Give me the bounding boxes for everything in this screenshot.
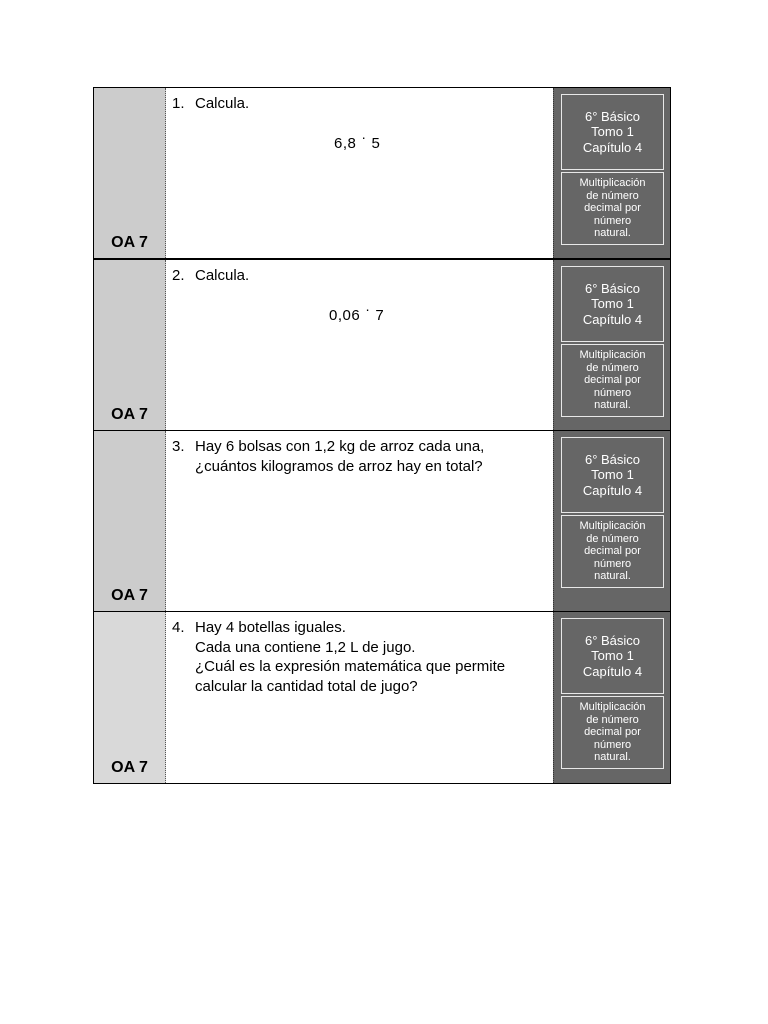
expression-right-operand: 5 xyxy=(371,135,381,152)
curriculum-reference xyxy=(553,431,670,611)
oa-label: OA 7 xyxy=(111,587,148,604)
topic-line: decimal por xyxy=(584,545,641,558)
question-cell xyxy=(166,431,553,611)
question-statement xyxy=(172,266,553,286)
topic-line: de número xyxy=(586,713,639,726)
topic-line: de número xyxy=(586,361,639,374)
topic-line: Multiplicación xyxy=(579,349,646,362)
question-row-1 xyxy=(94,88,670,260)
topic-line: Multiplicación xyxy=(579,701,646,714)
course-chapter: Capítulo 4 xyxy=(582,663,643,679)
question-text-line: Hay 6 bolsas con 1,2 kg de arroz cada una, xyxy=(195,438,485,455)
question-text-line: Calcula. xyxy=(195,267,250,284)
question-row-3 xyxy=(94,431,670,612)
multiplication-dot: · xyxy=(361,129,367,145)
course-grade: 6° Básico xyxy=(584,451,641,467)
course-chapter: Capítulo 4 xyxy=(582,139,643,155)
oa-label: OA 7 xyxy=(111,406,148,423)
curriculum-reference xyxy=(553,88,670,258)
question-text-line: calcular la cantidad total de jugo? xyxy=(195,677,418,695)
oa-cell xyxy=(94,260,166,430)
question-number: 2. xyxy=(172,267,185,284)
topic-line: decimal por xyxy=(584,374,641,387)
expression-right-operand: 7 xyxy=(375,307,385,324)
course-reference-box xyxy=(561,437,664,513)
oa-cell xyxy=(94,431,166,611)
question-number: 4. xyxy=(172,619,185,636)
oa-cell xyxy=(94,612,166,783)
topic-line: natural. xyxy=(594,751,631,764)
course-volume: Tomo 1 xyxy=(591,296,634,312)
topic-box xyxy=(561,344,664,417)
topic-line: número xyxy=(593,557,632,570)
topic-line: de número xyxy=(586,189,639,202)
topic-box xyxy=(561,696,664,769)
question-text-line: ¿cuántos kilogramos de arroz hay en total? xyxy=(195,457,483,475)
question-text-line: Hay 4 botellas iguales. xyxy=(195,619,346,636)
topic-line: natural. xyxy=(594,399,631,412)
topic-line: Multiplicación xyxy=(579,177,646,190)
course-volume: Tomo 1 xyxy=(591,124,634,140)
topic-line: decimal por xyxy=(584,202,641,215)
question-statement xyxy=(172,437,553,476)
course-grade: 6° Básico xyxy=(584,632,641,648)
question-number: 1. xyxy=(172,95,185,112)
question-row-2 xyxy=(94,260,670,431)
topic-line: natural. xyxy=(594,227,631,240)
curriculum-reference xyxy=(553,612,670,783)
topic-line: número xyxy=(593,214,632,227)
question-table xyxy=(93,87,671,784)
question-cell xyxy=(166,612,553,783)
curriculum-reference xyxy=(553,260,670,430)
oa-cell xyxy=(94,88,166,258)
question-cell xyxy=(166,88,553,258)
multiplication-expression xyxy=(329,301,385,326)
topic-line: número xyxy=(593,386,632,399)
question-statement xyxy=(172,618,553,696)
question-text-line: Calcula. xyxy=(195,95,250,112)
expression-left-operand: 0,06 xyxy=(329,307,361,324)
expression-left-operand: 6,8 xyxy=(334,135,357,152)
topic-line: decimal por xyxy=(584,726,641,739)
course-volume: Tomo 1 xyxy=(591,467,634,483)
course-grade: 6° Básico xyxy=(584,108,641,124)
question-cell xyxy=(166,260,553,430)
topic-line: Multiplicación xyxy=(579,520,646,533)
topic-line: natural. xyxy=(594,570,631,583)
question-text-line: Cada una contiene 1,2 L de jugo. xyxy=(195,638,416,656)
topic-line: de número xyxy=(586,532,639,545)
question-number: 3. xyxy=(172,438,185,455)
course-chapter: Capítulo 4 xyxy=(582,482,643,498)
multiplication-expression xyxy=(334,129,381,154)
course-volume: Tomo 1 xyxy=(591,648,634,664)
course-reference-box xyxy=(561,94,664,170)
course-chapter: Capítulo 4 xyxy=(582,311,643,327)
course-reference-box xyxy=(561,266,664,342)
topic-line: número xyxy=(593,738,632,751)
question-row-4 xyxy=(94,612,670,783)
question-statement xyxy=(172,94,553,114)
oa-label: OA 7 xyxy=(111,759,148,776)
multiplication-dot: · xyxy=(365,301,371,317)
topic-box xyxy=(561,515,664,588)
topic-box xyxy=(561,172,664,245)
oa-label: OA 7 xyxy=(111,234,148,251)
course-reference-box xyxy=(561,618,664,694)
question-text-line: ¿Cuál es la expresión matemática que permite xyxy=(195,658,506,675)
course-grade: 6° Básico xyxy=(584,280,641,296)
